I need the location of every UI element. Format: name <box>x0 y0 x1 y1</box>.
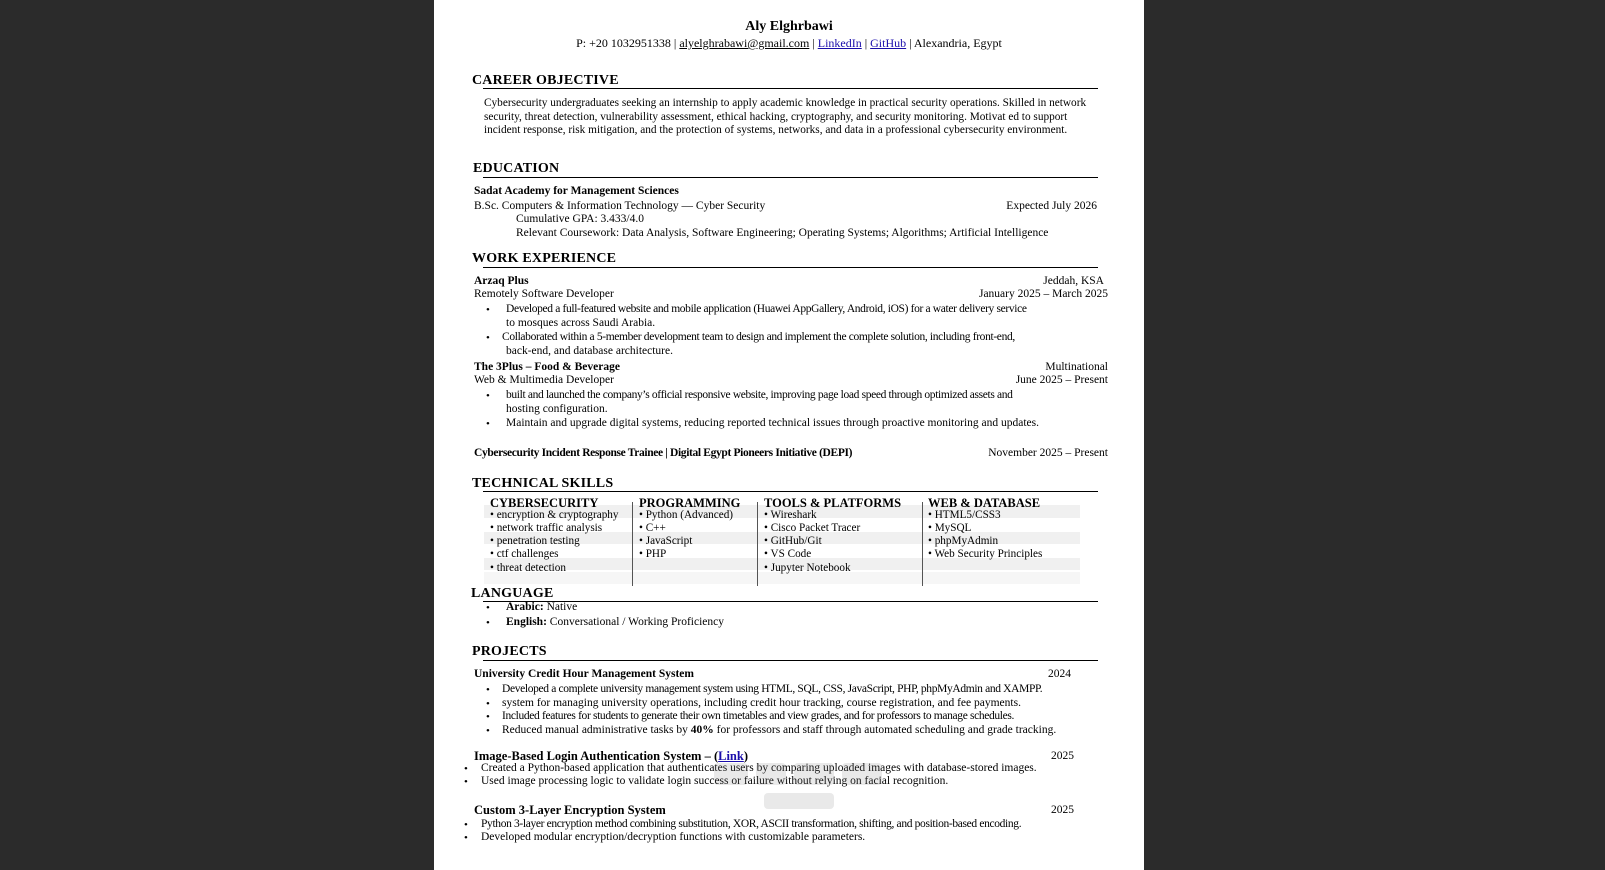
skill-item: • Jupyter Notebook <box>764 562 851 574</box>
bullet-marker: • <box>464 832 468 844</box>
skill-item: • VS Code <box>764 548 812 560</box>
project-bullet: Used image processing logic to validate login success or failure without relying on facial recognition. <box>481 775 949 787</box>
section-divider <box>483 491 1098 492</box>
section-divider <box>483 267 1098 268</box>
project-bullet: Included features for students to generate their own timetables and view grades, and for professors to manage schedules. <box>502 710 1015 722</box>
company-location: Jeddah, KSA <box>1043 275 1104 287</box>
section-divider <box>483 660 1098 661</box>
project-title-end: ) <box>743 749 748 763</box>
skill-item: • Cisco Packet Tracer <box>764 522 861 534</box>
github-link[interactable]: GitHub <box>870 36 907 50</box>
project-bullet: Developed modular encryption/decryption functions with customizable parameters. <box>481 831 866 843</box>
company-name: Arzaq Plus <box>474 275 529 287</box>
section-title-work: WORK EXPERIENCE <box>472 251 617 266</box>
skills-table <box>484 496 1080 586</box>
skill-item: • MySQL <box>928 522 972 534</box>
skill-item: • penetration testing <box>490 535 580 547</box>
language-label: Arabic: <box>506 601 544 613</box>
phone: P: +20 1032951338 <box>576 36 671 50</box>
location: Alexandria, Egypt <box>913 36 1002 50</box>
bullet-marker: • <box>486 684 490 696</box>
school-name: Sadat Academy for Management Sciences <box>474 185 679 197</box>
skill-item: • HTML5/CSS3 <box>928 509 1001 521</box>
skill-item: • Web Security Principles <box>928 548 1043 560</box>
skill-item: • ctf challenges <box>490 548 559 560</box>
separator: | <box>861 36 871 50</box>
skill-item: • C++ <box>639 522 666 534</box>
skill-item: • network traffic analysis <box>490 522 603 534</box>
section-title-career: CAREER OBJECTIVE <box>472 73 619 88</box>
column-header: WEB & DATABASE <box>928 496 1041 510</box>
skill-item: • Python (Advanced) <box>639 509 734 521</box>
skill-item: • JavaScript <box>639 535 693 547</box>
language-level: Native <box>543 601 578 613</box>
job-dates: June 2025 – Present <box>1015 374 1108 386</box>
separator: | <box>906 36 914 50</box>
column-divider <box>922 502 923 586</box>
bullet-marker: • <box>464 819 468 831</box>
skill-item: • GitHub/Git <box>764 535 822 547</box>
project-year: 2025 <box>1051 804 1074 816</box>
job-bullet: Maintain and upgrade digital systems, reducing reported technical issues through proactive monitoring and updates. <box>506 417 1040 429</box>
company-name: The 3Plus – Food & Beverage <box>474 361 620 373</box>
degree: B.Sc. Computers & Information Technology — Cyber Security <box>474 200 766 212</box>
career-objective-text: Cybersecurity undergraduates seeking an internship to apply academic knowledge in practical security operations. Skilled in network security, threat detection, vulnerability assessment, ethical hacking, cryptography, and security monitoring. Motivat ed to support incident response, risk mitigation, and the protection of systems, networks, and data in a professional cybersecurity environment. <box>484 97 1087 136</box>
bullet-marker: • <box>486 418 490 430</box>
contact-line <box>434 36 1144 51</box>
column-header: PROGRAMMING <box>639 496 741 510</box>
section-divider <box>483 177 1098 178</box>
bullet-marker: • <box>486 711 490 723</box>
bullet-marker: • <box>486 617 490 629</box>
job-bullet-cont: hosting configuration. <box>506 403 608 415</box>
project-bullet: Created a Python-based application that authenticates users by comparing uploaded images with database-stored images. <box>481 762 1037 774</box>
section-title-language: LANGUAGE <box>471 586 554 601</box>
column-header: CYBERSECURITY <box>490 496 599 510</box>
separator: | <box>809 36 818 50</box>
section-title-skills: TECHNICAL SKILLS <box>472 476 614 491</box>
project-year: 2025 <box>1051 750 1074 762</box>
project-bullet-text: Reduced manual administrative tasks by <box>502 724 691 736</box>
resume-name: Aly Elghrbawi <box>745 19 833 34</box>
job-bullet: built and launched the company’s official responsive website, improving page load speed through optimized assets and <box>506 389 1013 401</box>
bullet-marker: • <box>486 725 490 737</box>
job-bullet-cont: to mosques across Saudi Arabia. <box>506 317 656 329</box>
skill-item: • encryption & cryptography <box>490 509 619 521</box>
project-year: 2024 <box>1048 668 1071 680</box>
gpa: Cumulative GPA: 3.433/4.0 <box>516 213 644 225</box>
linkedin-link[interactable]: LinkedIn <box>817 36 862 50</box>
bullet-marker: • <box>464 776 468 788</box>
bullet-marker: • <box>464 763 468 775</box>
column-divider <box>632 502 633 586</box>
bullet-marker: • <box>486 390 490 402</box>
language-label: English: <box>506 616 547 628</box>
email-link[interactable]: alyelghrabawi@gmail.com <box>679 36 810 50</box>
project-title: University Credit Hour Management System <box>474 668 694 680</box>
graduation-date: Expected July 2026 <box>1006 200 1097 212</box>
project-link[interactable]: Link <box>718 749 744 763</box>
project-title: Custom 3-Layer Encryption System <box>474 803 666 817</box>
separator: | <box>670 36 680 50</box>
project-bullet-text: for professors and staff through automated scheduling and grade tracking. <box>713 724 1057 736</box>
skill-item: • threat detection <box>490 562 566 574</box>
project-bullet-highlight: 40% <box>690 724 714 736</box>
project-title-text: Image-Based Login Authentication System – ( <box>474 749 719 763</box>
job-role: Web & Multimedia Developer <box>474 374 614 386</box>
job-bullet-cont: back-end, and database architecture. <box>506 345 673 357</box>
project-bullet: Developed a complete university management system using HTML, SQL, CSS, JavaScript, PHP, phpMyAdmin and XAMPP. <box>502 683 1043 695</box>
skill-item: • phpMyAdmin <box>928 535 999 547</box>
bullet-marker: • <box>486 304 490 316</box>
bullet-marker: • <box>486 698 490 710</box>
section-title-education: EDUCATION <box>473 161 560 176</box>
job-bullet: Collaborated within a 5-member development team to design and implement the complete solution, including front-end, <box>502 331 1015 343</box>
job-dates: January 2025 – March 2025 <box>978 288 1108 300</box>
project-bullet <box>502 724 1056 736</box>
skill-item: • PHP <box>639 548 667 560</box>
project-bullet: system for managing university operations, including credit hour tracking, course registration, and fee payments. <box>502 697 1021 709</box>
company-location: Multinational <box>1045 361 1108 373</box>
trainee-title: Cybersecurity Incident Response Trainee | Digital Egypt Pioneers Initiative (DEPI) <box>474 447 853 459</box>
trainee-dates: November 2025 – Present <box>988 447 1108 459</box>
bullet-marker: • <box>486 332 490 344</box>
language-level: Conversational / Working Proficiency <box>546 616 724 628</box>
column-divider <box>757 502 758 586</box>
section-title-projects: PROJECTS <box>472 644 547 659</box>
coursework: Relevant Coursework: Data Analysis, Software Engineering; Operating Systems; Algorithms; Artificial Intelligence <box>516 227 1049 239</box>
skill-item: • Wireshark <box>764 509 817 521</box>
bullet-marker: • <box>486 602 490 614</box>
section-divider <box>483 88 1098 89</box>
project-bullet: Python 3-layer encryption method combining substitution, XOR, ASCII transformation, shifting, and position-based encoding. <box>481 818 1022 830</box>
job-bullet: Developed a full-featured website and mobile application (Huawei AppGallery, Android, iOS) for a water delivery service <box>506 303 1027 315</box>
column-header: TOOLS & PLATFORMS <box>764 496 902 510</box>
language-item <box>506 601 577 613</box>
resume-page <box>434 0 1144 870</box>
job-role: Remotely Software Developer <box>474 288 614 300</box>
language-item <box>506 616 724 628</box>
